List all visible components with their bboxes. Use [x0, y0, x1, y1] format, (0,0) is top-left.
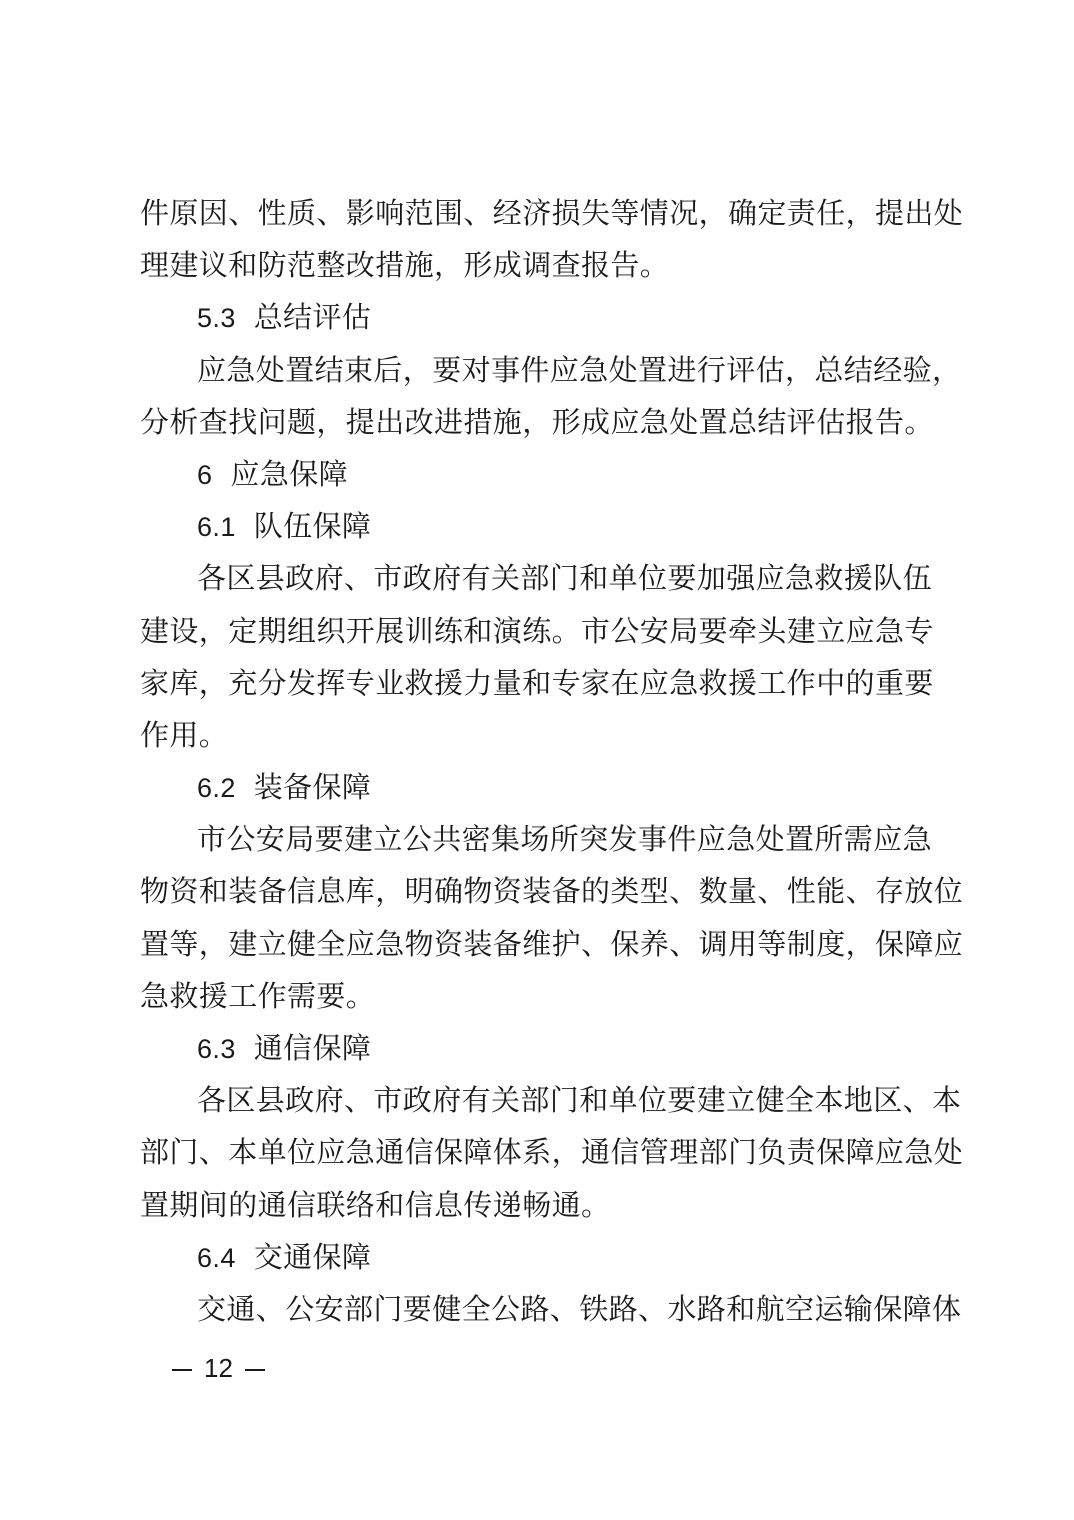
section-number: 6	[197, 459, 213, 490]
section-heading-6-4	[140, 1231, 940, 1283]
paragraph-line: 急救援工作需要。	[140, 978, 376, 1013]
page-number-footer	[172, 1348, 265, 1388]
paragraph-line: 各区县政府、市政府有关部门和单位要建立健全本地区、本	[197, 1083, 962, 1118]
section-title: 应急保障	[230, 456, 349, 491]
page-number-dash-left	[172, 1369, 192, 1371]
paragraph-line: 作用。	[140, 717, 229, 752]
section-heading-6	[140, 448, 940, 500]
paragraph-line: 置等，建立健全应急物资装备维护、保养、调用等制度，保障应	[140, 926, 964, 961]
section-heading-5-3	[140, 291, 940, 343]
page-number-dash-right	[245, 1369, 265, 1371]
section-number: 6.1	[197, 512, 236, 543]
section-number: 6.3	[197, 1034, 236, 1064]
paragraph-line: 件原因、性质、影响范围、经济损失等情况，确定责任，提出处	[140, 196, 964, 230]
section-heading-6-2	[140, 761, 940, 813]
paragraph-line: 家库，充分发挥专业救援力量和专家在应急救援工作中的重要	[140, 665, 934, 700]
section-heading-6-1	[140, 500, 940, 552]
section-title: 通信保障	[253, 1031, 372, 1065]
paragraph-line: 置期间的通信联络和信息传递畅通。	[140, 1187, 611, 1222]
paragraph-line: 应急处置结束后，要对事件应急处置进行评估，总结经验，	[197, 352, 962, 387]
paragraph-line: 市公安局要建立公共密集场所突发事件应急处置所需应急	[197, 822, 933, 857]
section-title: 装备保障	[253, 770, 372, 805]
paragraph-line: 部门、本单位应急通信保障体系，通信管理部门负责保障应急处	[140, 1135, 964, 1170]
page-number: 12	[204, 1353, 233, 1383]
paragraph-line: 理建议和防范整改措施，形成调查报告。	[140, 248, 670, 283]
paragraph-line: 交通、公安部门要健全公路、铁路、水路和航空运输保障体	[197, 1291, 962, 1326]
section-number: 5.3	[197, 303, 236, 334]
paragraph-line: 分析查找问题，提出改进措施，形成应急处置总结评估报告。	[140, 404, 934, 439]
section-title: 队伍保障	[253, 509, 372, 544]
section-number: 6.4	[197, 1242, 236, 1273]
paragraph-line: 各区县政府、市政府有关部门和单位要加强应急救援队伍	[197, 561, 933, 596]
paragraph-line: 建设，定期组织开展训练和演练。市公安局要牵头建立应急专	[140, 613, 934, 648]
section-number: 6.2	[197, 773, 236, 804]
section-title: 总结评估	[253, 300, 372, 335]
section-heading-6-3	[140, 1022, 940, 1074]
section-title: 交通保障	[253, 1239, 372, 1274]
paragraph-line: 物资和装备信息库，明确物资装备的类型、数量、性能、存放位	[140, 874, 964, 909]
document-body	[140, 187, 964, 1335]
